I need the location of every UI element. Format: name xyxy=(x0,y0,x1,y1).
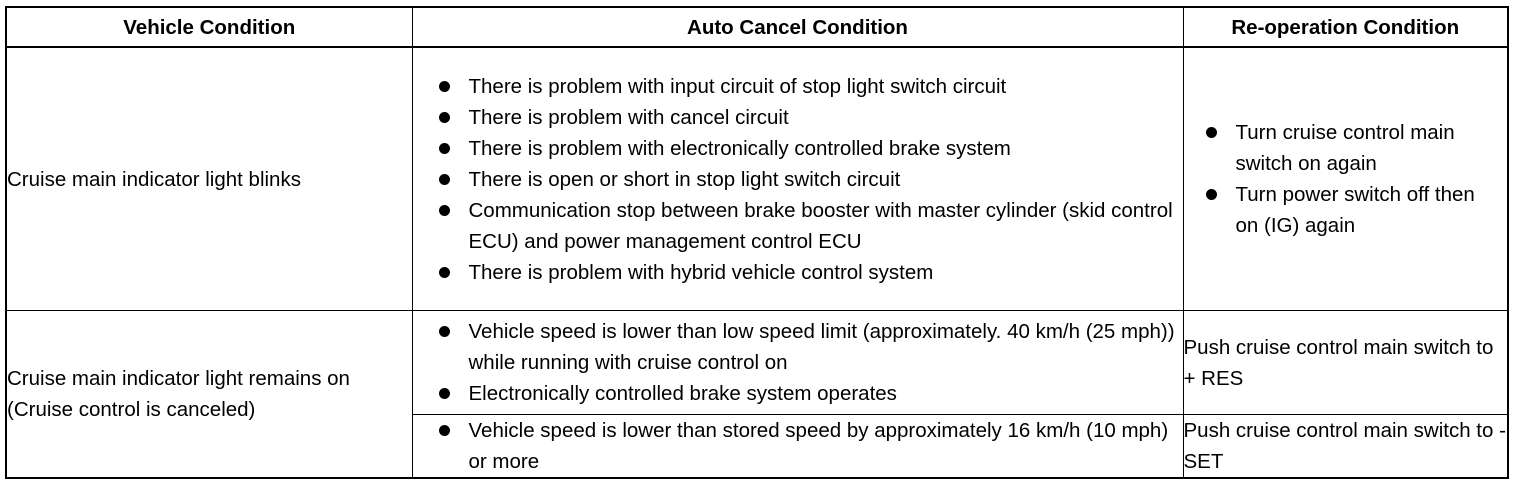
list-item xyxy=(413,415,1183,477)
condition-table-wrapper xyxy=(5,6,1509,479)
bullet-icon xyxy=(439,112,450,123)
bullet-icon xyxy=(439,267,450,278)
list-item-text: There is problem with cancel circuit xyxy=(468,105,789,129)
reoperation-text: Push cruise control main switch to + RES xyxy=(1183,335,1494,390)
bullet-icon xyxy=(439,425,450,436)
bullet-icon xyxy=(439,143,450,154)
list-item-text: There is open or short in stop light switch circuit xyxy=(468,167,901,191)
list-item xyxy=(413,257,1183,288)
list-item-text: There is problem with hybrid vehicle control system xyxy=(468,260,934,284)
bullet-icon xyxy=(1206,127,1217,138)
reoperation-cell xyxy=(1183,47,1508,311)
header-vehicle-condition: Vehicle Condition xyxy=(6,7,412,47)
list-item xyxy=(413,164,1183,195)
auto-cancel-list xyxy=(413,71,1183,288)
auto-cancel-cell xyxy=(412,47,1183,311)
bullet-icon xyxy=(439,81,450,92)
table-row xyxy=(6,47,1508,311)
list-item xyxy=(413,102,1183,133)
bullet-icon xyxy=(1206,189,1217,200)
list-item xyxy=(413,71,1183,102)
bullet-icon xyxy=(439,326,450,337)
bullet-icon xyxy=(439,205,450,216)
list-item xyxy=(413,195,1183,257)
header-row xyxy=(6,7,1508,47)
reoperation-text: Push cruise control main switch to - SET xyxy=(1183,419,1506,473)
auto-cancel-cell xyxy=(412,415,1183,479)
auto-cancel-list xyxy=(413,415,1183,477)
bullet-icon xyxy=(439,388,450,399)
header-reoperation-condition: Re-operation Condition xyxy=(1183,7,1508,47)
reoperation-list xyxy=(1184,117,1508,241)
list-item xyxy=(1184,117,1508,179)
list-item xyxy=(413,378,1183,409)
list-item-text: Vehicle speed is lower than stored speed by approximately 16 km/h (10 mph) or more xyxy=(468,419,1169,473)
vehicle-condition-cell: Cruise main indicator light remains on (Cruise control is canceled) xyxy=(6,311,412,479)
reoperation-cell xyxy=(1183,311,1508,415)
list-item-text: There is problem with input circuit of stop light switch circuit xyxy=(468,74,1007,98)
cruise-condition-table xyxy=(5,6,1509,479)
list-item-text: Turn power switch off then on (IG) again xyxy=(1235,183,1475,237)
list-item-text: Turn cruise control main switch on again xyxy=(1235,121,1455,175)
list-item xyxy=(1184,179,1508,241)
list-item xyxy=(413,133,1183,164)
bullet-icon xyxy=(439,174,450,185)
list-item-text: Vehicle speed is lower than low speed limit (approximately. 40 km/h (25 mph)) while running with cruise control on xyxy=(468,320,1175,374)
list-item-text: Communication stop between brake booster with master cylinder (skid control ECU) and power management control ECU xyxy=(468,198,1173,253)
auto-cancel-cell xyxy=(412,311,1183,415)
reoperation-cell xyxy=(1183,415,1508,479)
auto-cancel-list xyxy=(413,316,1183,409)
table-row xyxy=(6,311,1508,415)
header-auto-cancel-condition: Auto Cancel Condition xyxy=(412,7,1183,47)
list-item xyxy=(413,316,1183,378)
list-item-text: There is problem with electronically controlled brake system xyxy=(468,136,1011,160)
vehicle-condition-cell: Cruise main indicator light blinks xyxy=(6,47,412,311)
list-item-text: Electronically controlled brake system operates xyxy=(468,382,897,405)
